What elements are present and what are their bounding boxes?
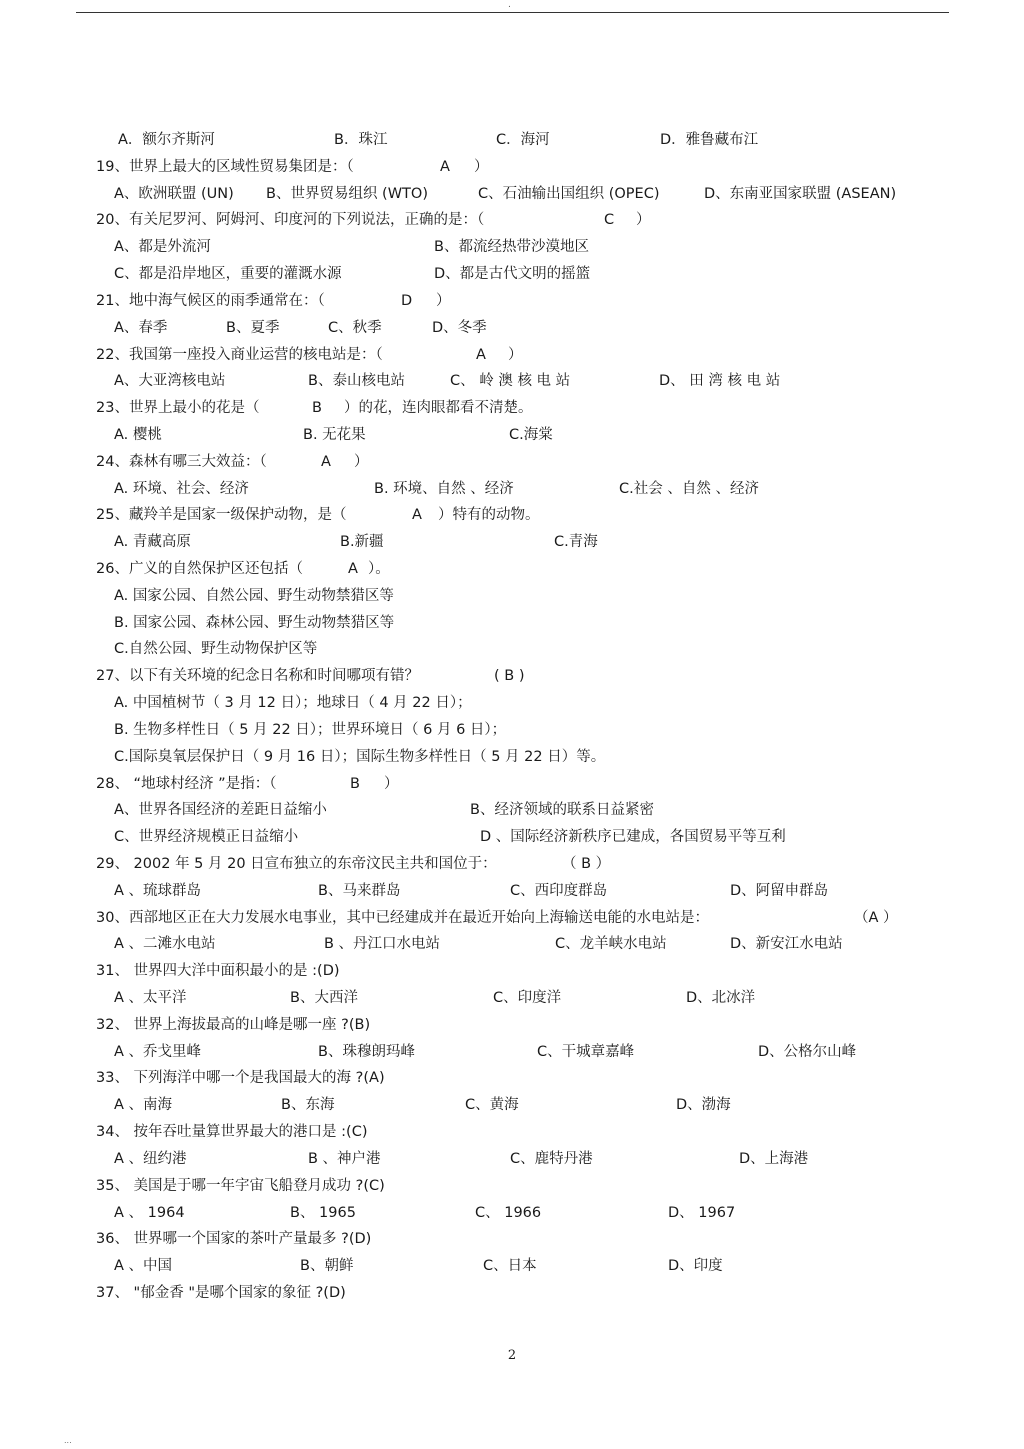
question-line — [96, 207, 956, 234]
statement-text: B. 生物多样性日（ 5 月 22 日）；世界环境日（ 6 月 6 日）； — [114, 721, 507, 738]
answer-mark: （ B ） — [562, 855, 611, 872]
option-d: D、北冰洋 — [686, 990, 756, 1006]
question-line — [96, 154, 956, 181]
option-a: A 、中国 — [114, 1258, 173, 1275]
option-b: B.新疆 — [340, 534, 384, 551]
option-b: B 、丹江口水电站 — [324, 936, 441, 953]
options-row — [96, 931, 956, 958]
options-row — [96, 1146, 956, 1173]
page-number: 2 — [507, 1348, 517, 1363]
question-text: 22、我国第一座投入商业运营的核电站是：（ — [96, 346, 383, 363]
options-row — [96, 985, 956, 1012]
options-row — [96, 1253, 956, 1280]
statement-line — [96, 690, 956, 717]
option-a: A. 环境、社会、经济 — [114, 480, 249, 497]
option-d: D、东南亚国家联盟 (ASEAN) — [704, 185, 897, 202]
option-a: A．额尔齐斯河 — [118, 132, 215, 148]
option-c: C、 1966 — [475, 1204, 542, 1221]
option-b: B．珠江 — [334, 132, 388, 148]
options-row — [96, 797, 956, 824]
statement-line — [96, 744, 956, 771]
option-d: D、冬季 — [432, 319, 487, 336]
answer-mark: B — [350, 775, 360, 792]
options-row — [96, 476, 956, 503]
option-c: C．海河 — [496, 132, 550, 148]
question-text: 31、 世界四大洋中面积最小的是 :(D) — [96, 963, 340, 980]
question-tail: ） — [436, 292, 451, 309]
option-d: D．雅鲁藏布江 — [660, 132, 759, 148]
answer-mark: （A ） — [854, 909, 898, 926]
question-line — [96, 556, 956, 583]
statement-text: C.国际臭氧层保护日（ 9 月 16 日）；国际生物多样性日（ 5 月 22 日）等。 — [114, 748, 606, 765]
option-c: C、鹿特丹港 — [510, 1150, 593, 1167]
option-d: D、 1967 — [668, 1204, 736, 1221]
answer-mark: A — [321, 453, 331, 470]
answer-mark: A — [348, 561, 358, 577]
option-b: D、都是古代文明的摇篮 — [434, 266, 591, 283]
answer-mark: C — [604, 212, 615, 229]
answer-mark: ( B ) — [494, 668, 525, 685]
question-text: 29、 2002 年 5 月 20 日宣布独立的东帝汶民主共和国位于： — [96, 855, 497, 872]
question-line — [96, 449, 956, 476]
options-row — [96, 878, 956, 905]
option-a: A 、南海 — [114, 1097, 173, 1114]
question-text: 33、 下列海洋中哪一个是我国最大的海 ?(A) — [96, 1070, 385, 1087]
question-text: 30、西部地区正在大力发展水电事业，其中已经建成并在最近开始向上海输送电能的水电站是： — [96, 909, 709, 926]
option-d: D、渤海 — [676, 1097, 731, 1114]
question-tail: ）的花，连肉眼都看不清楚。 — [344, 400, 533, 417]
option-a: C、都是沿岸地区，重要的灌溉水源 — [114, 266, 342, 283]
question-text: 26、广义的自然保护区还包括（ — [96, 561, 303, 577]
statement-line — [96, 583, 956, 610]
options-row — [96, 127, 956, 154]
option-b: B、夏季 — [226, 319, 280, 336]
question-text: 37、 "郁金香 "是哪个国家的象征 ?(D) — [96, 1284, 346, 1301]
question-tail: ）。 — [368, 561, 390, 577]
options-row — [96, 824, 956, 851]
question-line — [96, 1280, 956, 1307]
options-row — [96, 234, 956, 261]
question-line — [96, 1173, 956, 1200]
option-a: C、世界经济规模正日益缩小 — [114, 829, 299, 846]
option-a: A、都是外流河 — [114, 239, 211, 256]
option-c: C.海棠 — [509, 426, 553, 443]
question-line — [96, 288, 956, 315]
option-d: D、新安江水电站 — [730, 936, 843, 953]
question-tail: ） — [508, 346, 523, 363]
corner-mark: ... — [64, 1436, 72, 1445]
option-c: C.社会 、自然 、经济 — [619, 480, 759, 497]
answer-mark: A — [412, 507, 422, 524]
option-a: A、世界各国经济的差距日益缩小 — [114, 802, 327, 819]
statement-text: A. 中国植树节（ 3 月 12 日）；地球日（ 4 月 22 日）； — [114, 695, 472, 712]
question-line — [96, 958, 956, 985]
question-text: 21、地中海气候区的雨季通常在：（ — [96, 292, 325, 309]
option-d: D、阿留申群岛 — [730, 882, 829, 899]
statement-line — [96, 717, 956, 744]
option-c: C、黄海 — [465, 1097, 519, 1114]
question-line — [96, 905, 956, 932]
answer-mark: A — [440, 158, 450, 175]
option-d: D、上海港 — [739, 1150, 809, 1167]
option-a: A. 青藏高原 — [114, 534, 191, 551]
question-tail: ） — [384, 775, 399, 792]
question-line — [96, 1012, 956, 1039]
option-a: A 、纽约港 — [114, 1150, 187, 1167]
header-rule — [76, 12, 949, 13]
option-b: B、马来群岛 — [318, 882, 401, 899]
question-line — [96, 1065, 956, 1092]
option-a: A 、乔戈里峰 — [114, 1043, 202, 1060]
question-line — [96, 395, 956, 422]
option-a: A 、太平洋 — [114, 990, 187, 1006]
option-b: B、泰山核电站 — [308, 373, 405, 390]
option-d: D、公格尔山峰 — [758, 1043, 857, 1060]
options-row — [96, 181, 956, 208]
question-text: 24、森林有哪三大效益：（ — [96, 453, 267, 470]
options-row — [96, 529, 956, 556]
question-list — [96, 127, 956, 1307]
option-b: B. 无花果 — [303, 426, 366, 443]
options-row — [96, 422, 956, 449]
option-b: B、经济领域的联系日益紧密 — [470, 802, 654, 819]
option-c: C、石油输出国组织 (OPEC) — [478, 185, 660, 202]
question-text: 36、 世界哪一个国家的茶叶产量最多 ?(D) — [96, 1231, 372, 1248]
option-a: A、欧洲联盟 (UN) — [114, 185, 234, 202]
option-b: B、 1965 — [290, 1204, 356, 1221]
question-tail: ） — [636, 212, 651, 229]
options-row — [96, 1200, 956, 1227]
options-row — [96, 261, 956, 288]
question-tail: ） — [474, 158, 489, 175]
options-row — [96, 1039, 956, 1066]
question-line — [96, 663, 956, 690]
question-line — [96, 851, 956, 878]
option-c: C、 岭 澳 核 电 站 — [450, 373, 571, 390]
option-c: C、干城章嘉峰 — [537, 1043, 635, 1060]
options-row — [96, 368, 956, 395]
option-b: B. 环境、自然 、经济 — [374, 480, 514, 497]
option-a: A、大亚湾核电站 — [114, 373, 226, 390]
option-b: B、珠穆朗玛峰 — [318, 1043, 415, 1060]
question-text: 25、藏羚羊是国家一级保护动物，是（ — [96, 507, 347, 524]
option-a: A. 樱桃 — [114, 426, 162, 443]
option-a: A 、二滩水电站 — [114, 936, 216, 953]
question-line — [96, 1119, 956, 1146]
option-a: A 、琉球群岛 — [114, 882, 202, 899]
option-b: B、都流经热带沙漠地区 — [434, 239, 589, 256]
option-d: D、印度 — [668, 1258, 723, 1275]
option-a: A 、 1964 — [114, 1204, 185, 1221]
question-text: 20、有关尼罗河、阿姆河、印度河的下列说法，正确的是：（ — [96, 212, 485, 229]
option-c: C.青海 — [554, 534, 598, 551]
option-b: B、世界贸易组织 (WTO) — [266, 185, 428, 202]
answer-mark: A — [476, 346, 486, 363]
question-line — [96, 1226, 956, 1253]
options-row — [96, 1092, 956, 1119]
option-c: C、西印度群岛 — [510, 882, 608, 899]
question-text: 35、 美国是于哪一年宇宙飞船登月成功 ?(C) — [96, 1177, 385, 1194]
statement-line — [96, 610, 956, 637]
header-dot: . — [508, 0, 511, 10]
option-c: C、龙羊峡水电站 — [555, 936, 667, 953]
answer-mark: B — [312, 400, 322, 417]
statement-text: B. 国家公园、森林公园、野生动物禁猎区等 — [114, 614, 395, 631]
question-line — [96, 502, 956, 529]
question-text: 32、 世界上海拔最高的山峰是哪一座 ?(B) — [96, 1016, 371, 1033]
option-c: C、印度洋 — [493, 990, 562, 1006]
question-tail: ）特有的动物。 — [438, 507, 540, 524]
option-a: A、春季 — [114, 319, 168, 336]
option-c: C、秋季 — [328, 319, 382, 336]
question-tail: ） — [354, 453, 369, 470]
option-d: D、 田 湾 核 电 站 — [659, 373, 781, 390]
question-text: 23、世界上最小的花是（ — [96, 400, 260, 417]
option-b: B、大西洋 — [290, 990, 358, 1006]
option-b: B 、神户港 — [308, 1150, 381, 1167]
option-b: B、朝鲜 — [300, 1258, 354, 1275]
statement-line — [96, 636, 956, 663]
statement-text: C.自然公园、野生动物保护区等 — [114, 641, 318, 658]
statement-text: A. 国家公园、自然公园、野生动物禁猎区等 — [114, 587, 394, 604]
option-c: C、日本 — [483, 1258, 537, 1275]
question-line — [96, 771, 956, 798]
question-line — [96, 342, 956, 369]
question-text: 19、世界上最大的区域性贸易集团是：（ — [96, 158, 354, 175]
options-row — [96, 315, 956, 342]
question-text: 28、 “地球村经济 ”是指：（ — [96, 775, 277, 792]
question-text: 34、 按年吞吐量算世界最大的港口是 :(C) — [96, 1124, 368, 1141]
question-text: 27、以下有关环境的纪念日名称和时间哪项有错？ — [96, 668, 419, 685]
option-b: D 、国际经济新秩序已建成，各国贸易平等互利 — [480, 829, 786, 846]
option-b: B、东海 — [281, 1097, 335, 1114]
answer-mark: D — [401, 292, 413, 309]
